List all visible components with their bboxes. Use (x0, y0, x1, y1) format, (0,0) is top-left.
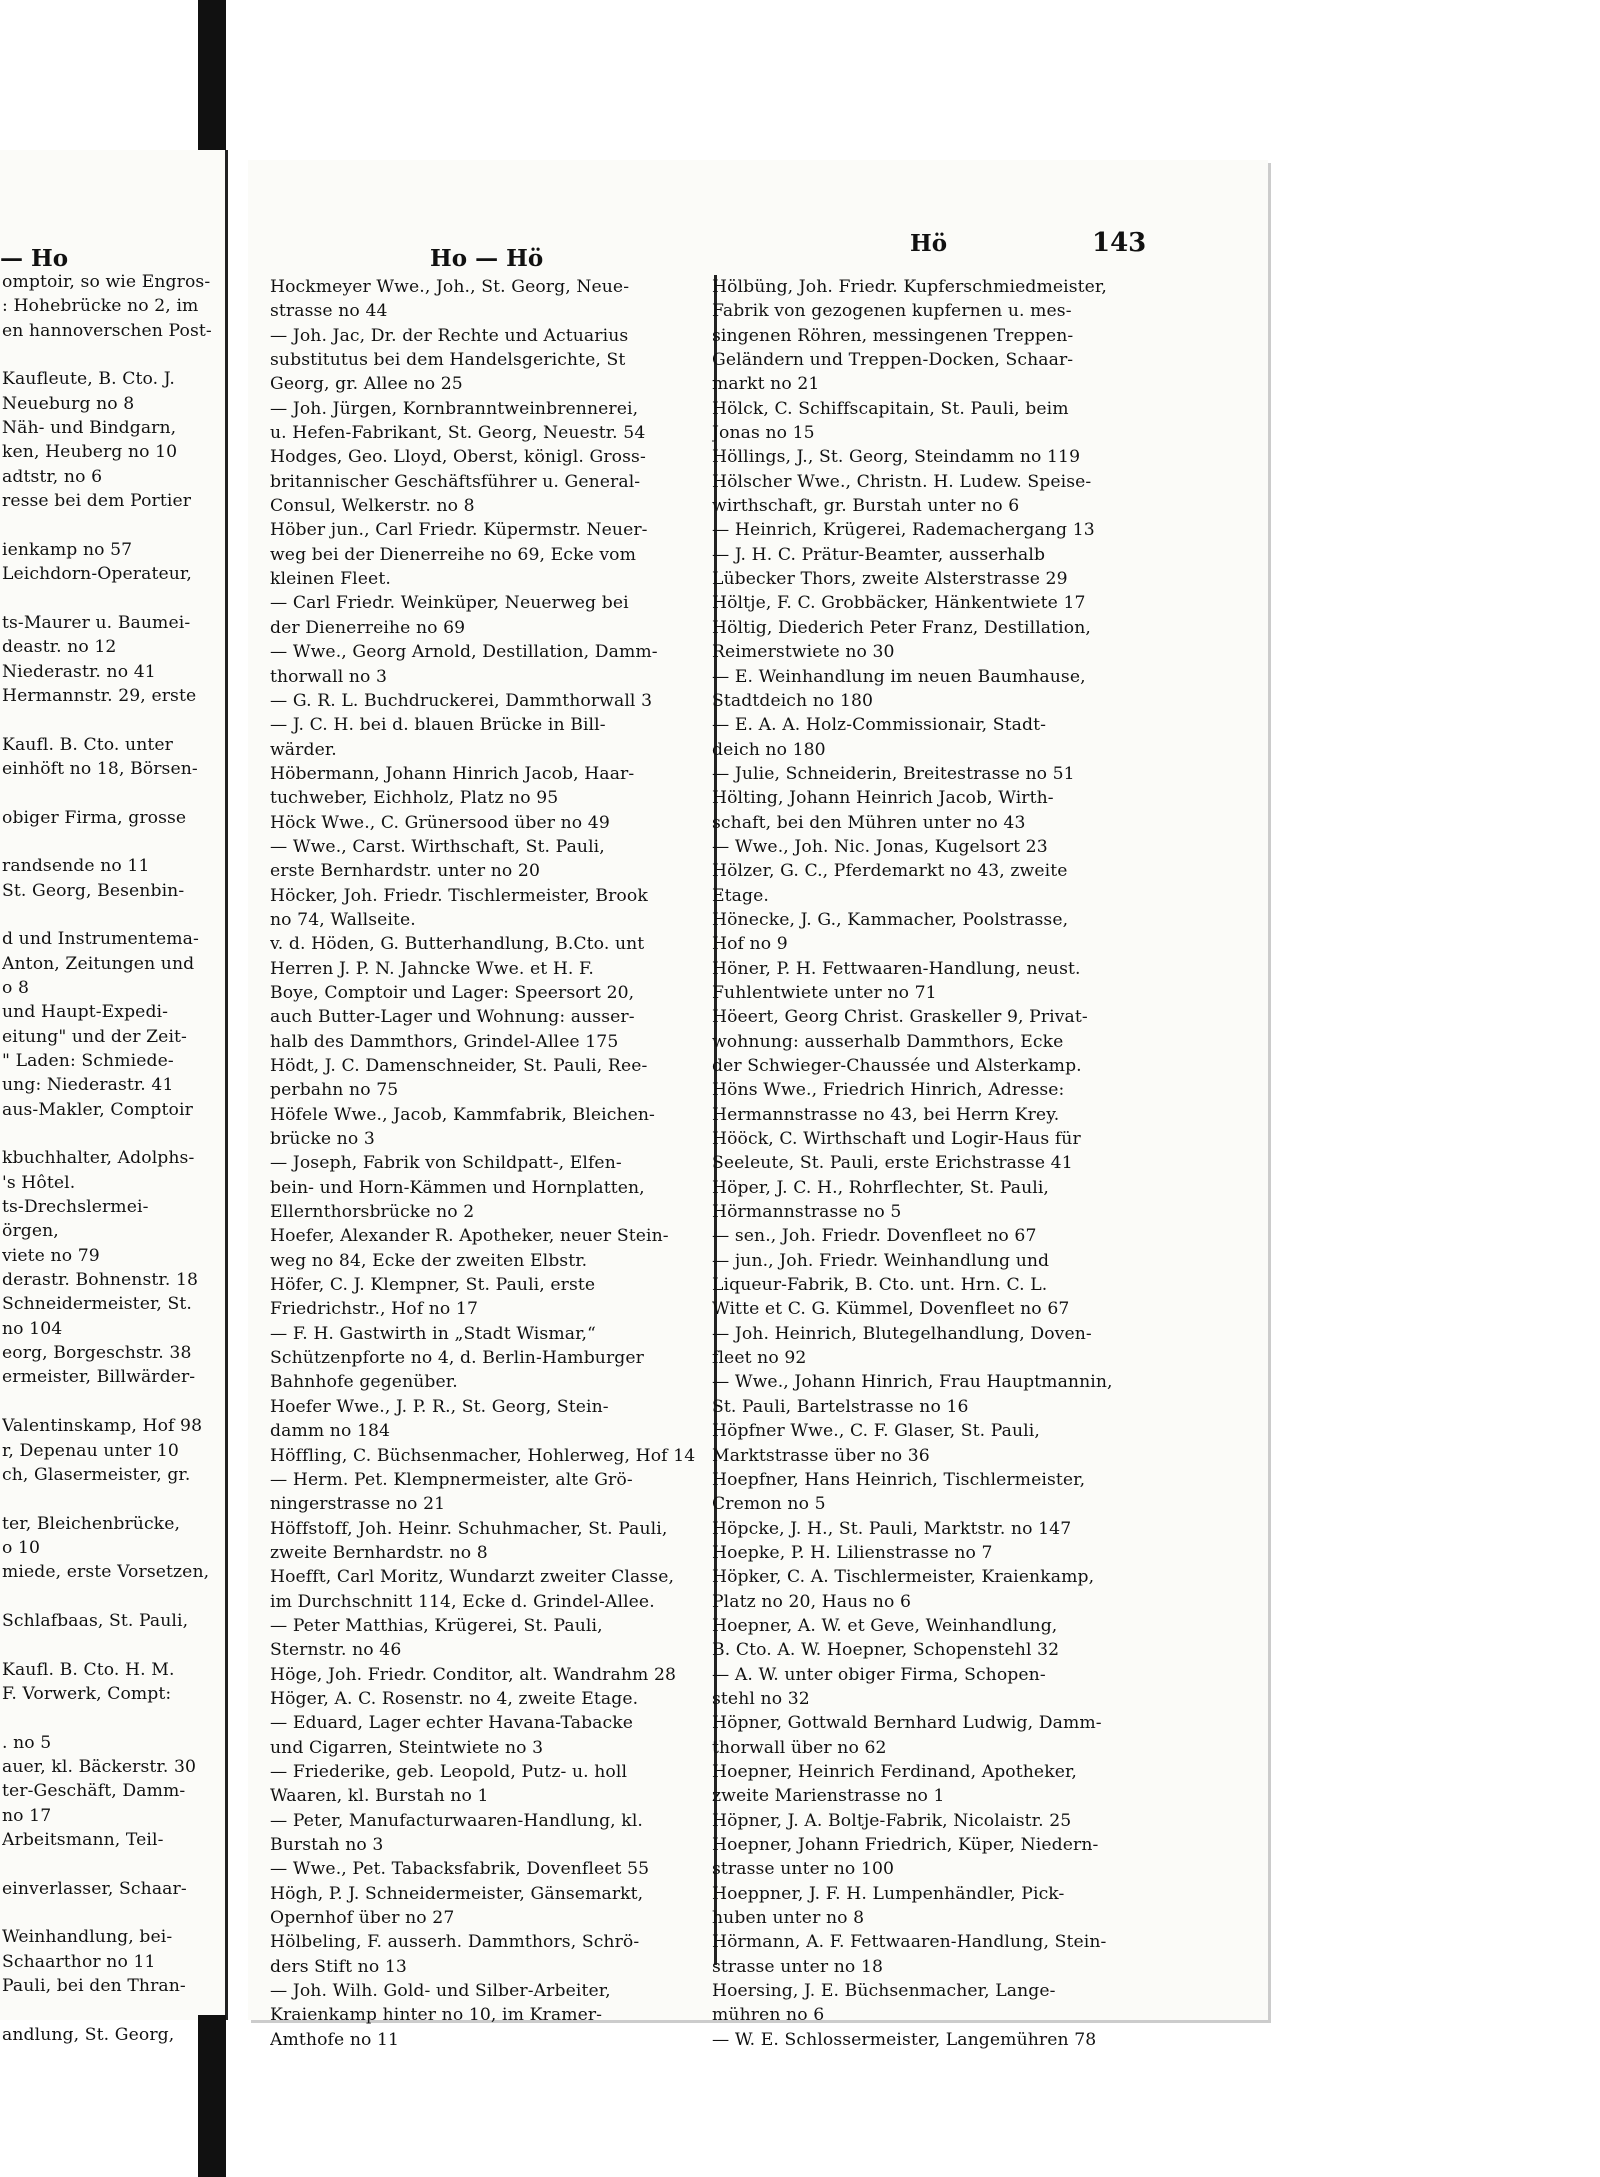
book-spine-top (198, 0, 226, 150)
directory-line: Hoepner, Johann Friedrich, Küper, Niedern- (712, 1835, 1099, 1855)
directory-line: — F. H. Gastwirth in „Stadt Wismar,“ (270, 1323, 596, 1344)
directory-line: ung: Niederastr. 41 (2, 1075, 174, 1096)
directory-line: Höns Wwe., Friedrich Hinrich, Adresse: (712, 1080, 1065, 1101)
directory-column-1 (270, 275, 716, 2052)
directory-line: — Joh. Wilh. Gold- und Silber-Arbeiter, (270, 1981, 611, 2002)
directory-line: Kaufl. B. Cto. H. M. (2, 1659, 175, 1680)
directory-line: Georg, gr. Allee no 25 (270, 374, 463, 395)
directory-line: singenen Röhren, messingenen Treppen- (712, 325, 1074, 346)
directory-line: Hölzer, G. C., Pferdemarkt no 43, zweite (712, 861, 1068, 882)
directory-line: derastr. Bohnenstr. 18 (2, 1270, 199, 1291)
directory-line: Hoepner, Heinrich Ferdinand, Apotheker, (712, 1761, 1077, 1782)
directory-line: stehl no 32 (712, 1688, 810, 1709)
directory-line: Witte et C. G. Kümmel, Dovenfleet no 67 (712, 1299, 1070, 1320)
directory-line (2, 1852, 224, 1876)
directory-line: Höfele Wwe., Jacob, Kammfabrik, Bleichen- (270, 1104, 655, 1125)
directory-line: Hoersing, J. E. Büchsenmacher, Lange- (712, 1981, 1056, 2002)
directory-line: Boye, Comptoir und Lager: Speersort 20, (270, 982, 635, 1003)
directory-line: Hoepfner, Hans Heinrich, Tischlermeister, (712, 1469, 1086, 1490)
directory-line: Höeert, Georg Christ. Graskeller 9, Privat- (712, 1007, 1088, 1028)
directory-line (2, 903, 224, 927)
directory-line: 's Hôtel. (2, 1172, 76, 1193)
directory-line: erste Bernhardstr. unter no 20 (270, 861, 541, 882)
directory-line: Hölck, C. Schiffscapitain, St. Pauli, beim (712, 398, 1069, 419)
directory-line: : Hohebrücke no 2, im (2, 296, 199, 317)
directory-line: Liqueur-Fabrik, B. Cto. unt. Hrn. C. L. (712, 1275, 1048, 1296)
directory-line: miede, erste Vorsetzen, (2, 1562, 210, 1583)
directory-line: resse bei dem Portier (2, 491, 192, 512)
directory-line: ermeister, Billwärder- (2, 1367, 196, 1388)
directory-line: aus-Makler, Comptoir (2, 1099, 193, 1120)
directory-line: Valentinskamp, Hof 98 (2, 1416, 203, 1437)
directory-line: Etage. (712, 885, 769, 906)
directory-line: Jonas no 15 (712, 423, 815, 444)
directory-line: — E. Weinhandlung im neuen Baumhause, (712, 666, 1086, 687)
directory-line: Schaarthor no 11 (2, 1951, 156, 1972)
directory-line: adtstr, no 6 (2, 466, 103, 487)
directory-line: — Joh. Jürgen, Kornbranntweinbrennerei, (270, 398, 639, 419)
directory-line: — Joh. Jac, Dr. der Rechte und Actuarius (270, 325, 629, 346)
directory-line: — E. A. A. Holz-Commissionair, Stadt- (712, 715, 1046, 736)
directory-line (2, 1487, 224, 1511)
directory-line (2, 708, 224, 732)
directory-line: Höger, A. C. Rosenstr. no 4, zweite Etage. (270, 1688, 639, 1709)
directory-line: viete no 79 (2, 1245, 100, 1266)
directory-line: brücke no 3 (270, 1129, 375, 1150)
directory-line: kleinen Fleet. (270, 569, 391, 590)
directory-line: Weinhandlung, bei- (2, 1927, 173, 1948)
directory-line (2, 830, 224, 854)
directory-line (2, 1585, 224, 1609)
directory-line: Cremon no 5 (712, 1494, 826, 1515)
directory-line: Näh- und Bindgarn, (2, 418, 177, 439)
directory-line: Höcker, Joh. Friedr. Tischlermeister, Brook (270, 885, 648, 906)
directory-line: Hermannstrasse no 43, bei Herrn Krey. (712, 1104, 1060, 1125)
directory-line: zweite Bernhardstr. no 8 (270, 1542, 488, 1563)
directory-line: omptoir, so wie Engros- (2, 272, 211, 292)
directory-line: r, Depenau unter 10 (2, 1440, 179, 1461)
directory-line: Höber jun., Carl Friedr. Küpermstr. Neuer- (270, 520, 648, 541)
directory-line: bein- und Horn-Kämmen und Hornplatten, (270, 1177, 645, 1198)
directory-line: — Friederike, geb. Leopold, Putz- u. holl (270, 1761, 628, 1782)
directory-line: Hoefft, Carl Moritz, Wundarzt zweiter Classe, (270, 1567, 675, 1588)
directory-line: Reimerstwiete no 30 (712, 642, 895, 663)
directory-line: St. Georg, Besenbin- (2, 880, 185, 901)
directory-line (2, 586, 224, 610)
directory-line: Neueburg no 8 (2, 393, 135, 414)
directory-line: en hannoverschen Post- (2, 320, 212, 341)
directory-line: Höper, J. C. H., Rohrflechter, St. Pauli, (712, 1177, 1049, 1198)
directory-line: Hölbeling, F. ausserh. Dammthors, Schrö- (270, 1932, 640, 1953)
directory-line: weg no 84, Ecke der zweiten Elbstr. (270, 1250, 588, 1271)
directory-column-2 (712, 275, 1182, 2052)
directory-line: — Wwe., Johann Hinrich, Frau Hauptmannin, (712, 1372, 1113, 1393)
directory-line: — Joseph, Fabrik von Schildpatt-, Elfen- (270, 1153, 622, 1174)
directory-line: Hödt, J. C. Damenschneider, St. Pauli, Ree- (270, 1056, 648, 1076)
directory-line: F. Vorwerk, Compt: (2, 1683, 172, 1704)
directory-line: — Herm. Pet. Klempnermeister, alte Grö- (270, 1469, 633, 1490)
directory-line: randsende no 11 (2, 856, 150, 877)
directory-line: ienkamp no 57 (2, 539, 133, 560)
directory-line: Fuhlentwiete unter no 71 (712, 982, 937, 1003)
directory-line: " Laden: Schmiede- (2, 1051, 174, 1071)
directory-line: eorg, Borgeschstr. 38 (2, 1343, 192, 1364)
directory-line: damm no 184 (270, 1421, 391, 1442)
directory-line: Höpner, Gottwald Bernhard Ludwig, Damm- (712, 1713, 1102, 1734)
directory-line: halb des Dammthors, Grindel-Allee 175 (270, 1031, 619, 1052)
directory-line: einhöft no 18, Börsen- (2, 758, 198, 779)
directory-line: u. Hefen-Fabrikant, St. Georg, Neuestr. 54 (270, 423, 646, 444)
directory-line (2, 1706, 224, 1730)
directory-line: einverlasser, Schaar- (2, 1878, 187, 1899)
directory-line: — sen., Joh. Friedr. Dovenfleet no 67 (712, 1226, 1037, 1247)
right-page-header-right: Hö (910, 230, 948, 257)
directory-line: Höllings, J., St. Georg, Steindamm no 119 (712, 447, 1081, 468)
directory-line: — Peter, Manufacturwaaren-Handlung, kl. (270, 1810, 643, 1831)
directory-line: Höpfner Wwe., C. F. Glaser, St. Pauli, (712, 1421, 1040, 1442)
directory-line: thorwall über no 62 (712, 1737, 887, 1758)
directory-line: Hölbüng, Joh. Friedr. Kupferschmiedmeister, (712, 277, 1107, 297)
directory-line: wärder. (270, 739, 337, 760)
directory-line: Hoefer, Alexander R. Apotheker, neuer Stein- (270, 1226, 669, 1247)
directory-line: tuchweber, Eichholz, Platz no 95 (270, 788, 559, 809)
left-page-header: — Ho (0, 245, 69, 272)
directory-line: substitutus bei dem Handelsgerichte, St (270, 350, 626, 371)
directory-line: Bahnhofe gegenüber. (270, 1372, 458, 1393)
directory-line: Hodges, Geo. Lloyd, Oberst, königl. Gross- (270, 447, 646, 468)
directory-line: — jun., Joh. Friedr. Weinhandlung und (712, 1250, 1050, 1271)
directory-line: v. d. Höden, G. Butterhandlung, B.Cto. unt (270, 934, 645, 955)
directory-line: Höge, Joh. Friedr. Conditor, alt. Wandrahm 28 (270, 1664, 677, 1685)
directory-line: Hoeppner, J. F. H. Lumpenhändler, Pick- (712, 1883, 1065, 1904)
directory-line: der Schwieger-Chaussée und Alsterkamp. (712, 1056, 1082, 1076)
directory-line: Kraienkamp hinter no 10, im Kramer- (270, 2005, 603, 2026)
directory-line: Stadtdeich no 180 (712, 690, 874, 711)
directory-line: mühren no 6 (712, 2005, 825, 2026)
directory-line: — Joh. Heinrich, Blutegelhandlung, Doven- (712, 1323, 1092, 1344)
directory-line: im Durchschnitt 114, Ecke d. Grindel-Allee. (270, 1591, 655, 1612)
directory-line: Hööck, C. Wirthschaft und Logir-Haus für (712, 1129, 1081, 1150)
directory-line: Hoepke, P. H. Lilienstrasse no 7 (712, 1542, 993, 1563)
directory-line: ch, Glasermeister, gr. (2, 1464, 191, 1485)
directory-line: — W. E. Schlossermeister, Langemühren 78 (712, 2029, 1097, 2050)
directory-line: Höpner, J. A. Boltje-Fabrik, Nicolaistr. 25 (712, 1810, 1072, 1831)
directory-line: — Carl Friedr. Weinküper, Neuerweg bei (270, 593, 629, 614)
directory-line: Höpker, C. A. Tischlermeister, Kraienkamp, (712, 1567, 1095, 1588)
directory-line: Fabrik von gezogenen kupfernen u. mes- (712, 301, 1072, 322)
directory-line: Platz no 20, Haus no 6 (712, 1591, 912, 1612)
directory-line: Niederastr. no 41 (2, 661, 156, 682)
directory-line: Pauli, bei den Thran- (2, 1976, 186, 1997)
directory-line: Höltig, Diederich Peter Franz, Destillation, (712, 617, 1091, 638)
directory-line: ts-Drechslermei- (2, 1197, 149, 1218)
directory-line: Seeleute, St. Pauli, erste Erichstrasse 41 (712, 1153, 1073, 1174)
directory-line: Anton, Zeitungen und (2, 953, 195, 974)
directory-line: Hörmannstrasse no 5 (712, 1202, 902, 1223)
page-number: 143 (1092, 228, 1147, 258)
directory-line: — Peter Matthias, Krügerei, St. Pauli, (270, 1615, 603, 1636)
directory-line (2, 1633, 224, 1657)
directory-line: auch Butter-Lager und Wohnung: ausser- (270, 1007, 635, 1028)
directory-line: Amthofe no 11 (270, 2029, 400, 2050)
left-page-column (2, 270, 224, 2047)
directory-line: Marktstrasse über no 36 (712, 1445, 930, 1466)
directory-line: perbahn no 75 (270, 1080, 399, 1101)
directory-line: obiger Firma, grosse (2, 807, 187, 828)
directory-line: . no 5 (2, 1732, 52, 1753)
directory-line: — Wwe., Georg Arnold, Destillation, Damm- (270, 642, 658, 663)
directory-line (2, 513, 224, 537)
directory-line: Schützenpforte no 4, d. Berlin-Hamburger (270, 1348, 644, 1369)
directory-line: und Haupt-Expedi- (2, 1002, 169, 1023)
directory-line: Hermannstr. 29, erste (2, 685, 197, 706)
directory-line: Höltje, F. C. Grobbäcker, Hänkentwiete 17 (712, 593, 1086, 614)
directory-line: — Julie, Schneiderin, Breitestrasse no 51 (712, 763, 1075, 784)
directory-line: und Cigarren, Steintwiete no 3 (270, 1737, 544, 1758)
directory-line: örgen, (2, 1221, 59, 1242)
directory-line: strasse unter no 100 (712, 1859, 895, 1880)
directory-line (2, 781, 224, 805)
directory-line: Burstah no 3 (270, 1835, 384, 1855)
directory-line: huben unter no 8 (712, 1908, 865, 1929)
directory-line: Hölting, Johann Heinrich Jacob, Wirth- (712, 788, 1054, 809)
directory-line: ningerstrasse no 21 (270, 1494, 446, 1515)
directory-line: britannischer Geschäftsführer u. General- (270, 471, 641, 492)
directory-line: Geländern und Treppen-Docken, Schaar- (712, 350, 1074, 371)
directory-line: Höfer, C. J. Klempner, St. Pauli, erste (270, 1275, 596, 1296)
directory-line: deich no 180 (712, 739, 826, 760)
directory-line (2, 1998, 224, 2022)
directory-line: weg bei der Dienerreihe no 69, Ecke vom (270, 544, 636, 565)
directory-line: Schlafbaas, St. Pauli, (2, 1610, 189, 1631)
directory-line: andlung, St. Georg, (2, 2024, 175, 2045)
directory-line: der Dienerreihe no 69 (270, 617, 466, 638)
directory-line: d und Instrumentema- (2, 929, 199, 950)
directory-line: St. Pauli, Bartelstrasse no 16 (712, 1396, 969, 1417)
directory-line: schaft, bei den Mühren unter no 43 (712, 812, 1026, 833)
directory-line: Höffling, C. Büchsenmacher, Hohlerweg, Hof 14 (270, 1445, 696, 1466)
directory-line: — Wwe., Carst. Wirthschaft, St. Pauli, (270, 836, 605, 857)
directory-line: Höbermann, Johann Hinrich Jacob, Haar- (270, 763, 635, 784)
directory-line: o 10 (2, 1537, 41, 1558)
directory-line: — G. R. L. Buchdruckerei, Dammthorwall 3 (270, 690, 653, 711)
directory-line: o 8 (2, 977, 30, 998)
directory-line: — Heinrich, Krügerei, Rademachergang 13 (712, 520, 1095, 541)
directory-line: — Wwe., Pet. Tabacksfabrik, Dovenfleet 55 (270, 1859, 650, 1880)
directory-line: Hockmeyer Wwe., Joh., St. Georg, Neue- (270, 277, 630, 297)
directory-line: no 17 (2, 1805, 52, 1826)
directory-line: Friedrichstr., Hof no 17 (270, 1299, 478, 1320)
directory-line: Hölscher Wwe., Christn. H. Ludew. Speise- (712, 471, 1092, 492)
directory-line: ts-Maurer u. Baumei- (2, 612, 191, 633)
directory-line (2, 1901, 224, 1925)
directory-line: Leichdorn-Operateur, (2, 564, 192, 585)
directory-line: Hönecke, J. G., Kammacher, Poolstrasse, (712, 909, 1069, 930)
directory-line: — A. W. unter obiger Firma, Schopen- (712, 1664, 1046, 1685)
directory-line: kbuchhalter, Adolphs- (2, 1148, 195, 1169)
directory-line: fleet no 92 (712, 1348, 807, 1369)
directory-line: Lübecker Thors, zweite Alsterstrasse 29 (712, 569, 1068, 590)
directory-line: B. Cto. A. W. Hoepner, Schopenstehl 32 (712, 1640, 1060, 1661)
directory-line: deastr. no 12 (2, 637, 117, 658)
directory-line (2, 1390, 224, 1414)
directory-line: Höpcke, J. H., St. Pauli, Marktstr. no 147 (712, 1518, 1072, 1539)
directory-line: wirthschaft, gr. Burstah unter no 6 (712, 496, 1020, 517)
directory-line: ter-Geschäft, Damm- (2, 1781, 186, 1802)
directory-line: Hoepner, A. W. et Geve, Weinhandlung, (712, 1615, 1058, 1636)
directory-line: Arbeitsmann, Teil- (2, 1830, 164, 1850)
directory-line: ders Stift no 13 (270, 1956, 407, 1977)
directory-line: Höck Wwe., C. Grünersood über no 49 (270, 812, 610, 833)
directory-line: Högh, P. J. Schneidermeister, Gänsemarkt, (270, 1883, 644, 1904)
directory-line (2, 343, 224, 367)
directory-line: — Eduard, Lager echter Havana-Tabacke (270, 1713, 634, 1734)
directory-line: Ellernthorsbrücke no 2 (270, 1202, 475, 1223)
directory-line: Consul, Welkerstr. no 8 (270, 496, 475, 517)
directory-line: zweite Marienstrasse no 1 (712, 1786, 945, 1807)
directory-line: ken, Heuberg no 10 (2, 442, 178, 463)
directory-line: auer, kl. Bäckerstr. 30 (2, 1756, 197, 1777)
directory-line: Opernhof über no 27 (270, 1908, 455, 1929)
directory-line: Höner, P. H. Fettwaaren-Handlung, neust. (712, 958, 1081, 979)
directory-line: ter, Bleichenbrücke, (2, 1513, 181, 1534)
directory-line: eitung" und der Zeit- (2, 1026, 187, 1047)
directory-line: Hörmann, A. F. Fettwaaren-Handlung, Stein- (712, 1932, 1107, 1953)
directory-line: Hof no 9 (712, 934, 788, 955)
directory-line: no 104 (2, 1318, 63, 1339)
directory-line: Waaren, kl. Burstah no 1 (270, 1786, 489, 1807)
directory-line: Höffstoff, Joh. Heinr. Schuhmacher, St. Pauli, (270, 1518, 668, 1539)
directory-line: markt no 21 (712, 374, 820, 395)
directory-line: — J. H. C. Prätur-Beamter, ausserhalb (712, 544, 1046, 565)
directory-line: wohnung: ausserhalb Dammthors, Ecke (712, 1031, 1064, 1052)
directory-line: — J. C. H. bei d. blauen Brücke in Bill- (270, 715, 606, 736)
directory-line: Kaufleute, B. Cto. J. (2, 369, 175, 390)
directory-line: Sternstr. no 46 (270, 1640, 402, 1661)
directory-line: Herren J. P. N. Jahncke Wwe. et H. F. (270, 958, 594, 979)
directory-line: — Wwe., Joh. Nic. Jonas, Kugelsort 23 (712, 836, 1048, 857)
directory-line: strasse no 44 (270, 301, 388, 322)
directory-line: Hoefer Wwe., J. P. R., St. Georg, Stein- (270, 1396, 609, 1417)
directory-line: thorwall no 3 (270, 666, 388, 687)
directory-line (2, 1122, 224, 1146)
directory-line: no 74, Wallseite. (270, 909, 416, 930)
right-page-header-center: Ho — Hö (430, 245, 544, 272)
directory-line: Schneidermeister, St. (2, 1294, 192, 1315)
directory-line: Kaufl. B. Cto. unter (2, 734, 173, 755)
directory-line: strasse unter no 18 (712, 1956, 884, 1977)
